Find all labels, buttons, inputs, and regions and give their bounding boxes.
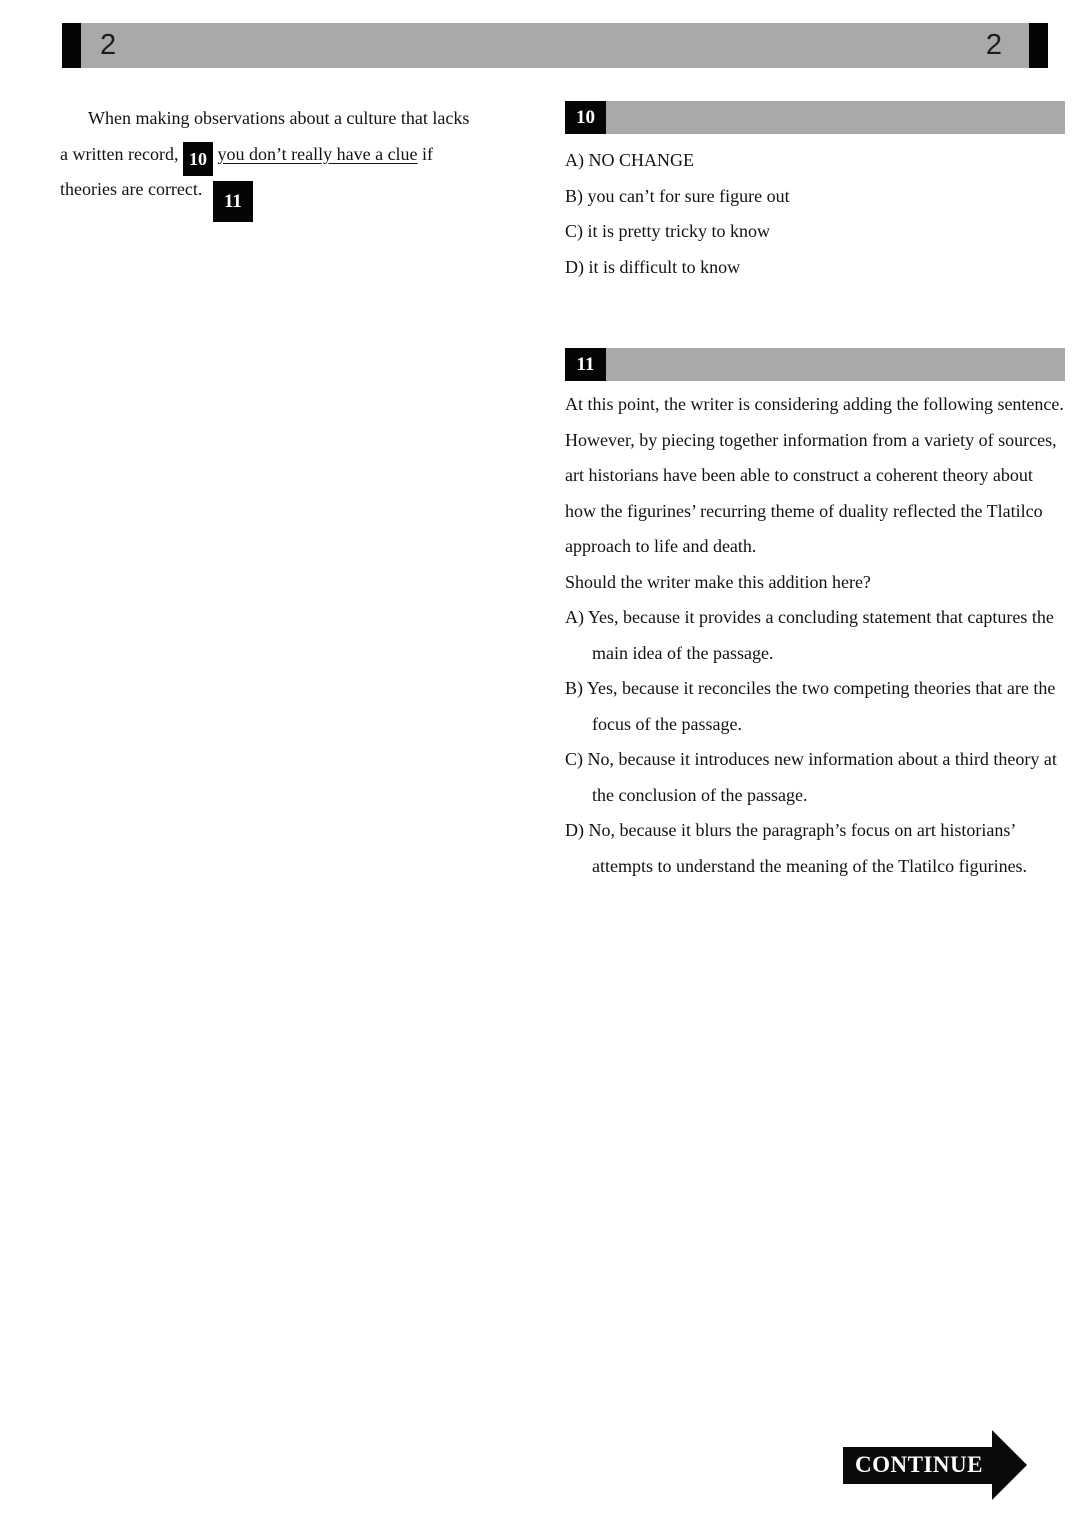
choice-text: NO CHANGE [588,150,694,170]
question-10-header [565,101,1065,134]
question-10 [565,101,1065,285]
choice-label: A) [565,150,584,170]
choice-label: B) [565,185,583,206]
choice-label: A) [565,607,584,627]
choice-a [565,600,1065,671]
question-11-stem-intro: At this point, the writer is considering adding the following sentence. [565,394,1064,414]
passage-text: When making observations about a culture that lacks [88,108,470,128]
continue-button[interactable] [843,1430,1027,1500]
question-11-marker: 11 [213,181,253,222]
section-header-bar [62,23,1048,68]
passage-text: a written record, [60,143,179,164]
choice-text: it is pretty tricky to know [587,221,770,241]
choice-a [565,143,1065,179]
question-11-header [565,348,1065,381]
question-11-added-sentence: However, by piecing together information from a variety of sources, art historians have been able to construct a coherent theory about how the figurines’ recurring theme of duality reflected the Tlatilco approach to life and death. [565,429,1057,556]
question-11-stem-question: Should the writer make this addition here? [565,571,871,592]
choice-label: C) [565,749,583,769]
section-number-right: 2 [985,29,1002,61]
choice-d [565,250,1065,286]
passage-text: theories are correct. [60,179,203,199]
passage-line-2 [60,137,530,173]
passage-line-3 [60,172,530,212]
question-11 [565,348,1065,884]
continue-label[interactable]: CONTINUE [843,1447,993,1484]
question-10-choices [565,143,1065,285]
choice-text: Yes, because it provides a concluding statement that captures the main idea of the passage. [587,607,1054,663]
choice-c [565,742,1065,813]
choice-d [565,813,1065,884]
choice-b [565,671,1065,742]
choice-text: you can’t for sure figure out [587,185,790,206]
passage-line-1 [60,101,530,137]
choice-label: D) [565,820,584,840]
question-11-number: 11 [565,348,606,381]
choice-text: it is difficult to know [588,256,741,277]
choice-label: B) [565,678,583,698]
choice-label: D) [565,256,584,277]
passage [60,101,530,212]
header-right-endcap [1029,23,1048,68]
choice-text: Yes, because it reconciles the two competing theories that are the focus of the passage. [586,678,1056,734]
underlined-phrase: you don’t really have a clue [217,143,418,164]
continue-arrow-icon [992,1430,1027,1500]
choice-text: No, because it blurs the paragraph’s focus on art historians’ attempts to understand the meaning of the Tlatilco figurines. [588,820,1028,876]
header-left-endcap [62,23,81,68]
question-10-number: 10 [565,101,606,134]
choice-label: C) [565,221,583,241]
section-number-left: 2 [100,29,117,61]
choice-b [565,179,1065,215]
question-10-marker: 10 [183,142,213,176]
passage-text: if [417,143,434,164]
choice-c [565,214,1065,250]
choice-text: No, because it introduces new information about a third theory at the conclusion of the passage. [587,749,1057,805]
